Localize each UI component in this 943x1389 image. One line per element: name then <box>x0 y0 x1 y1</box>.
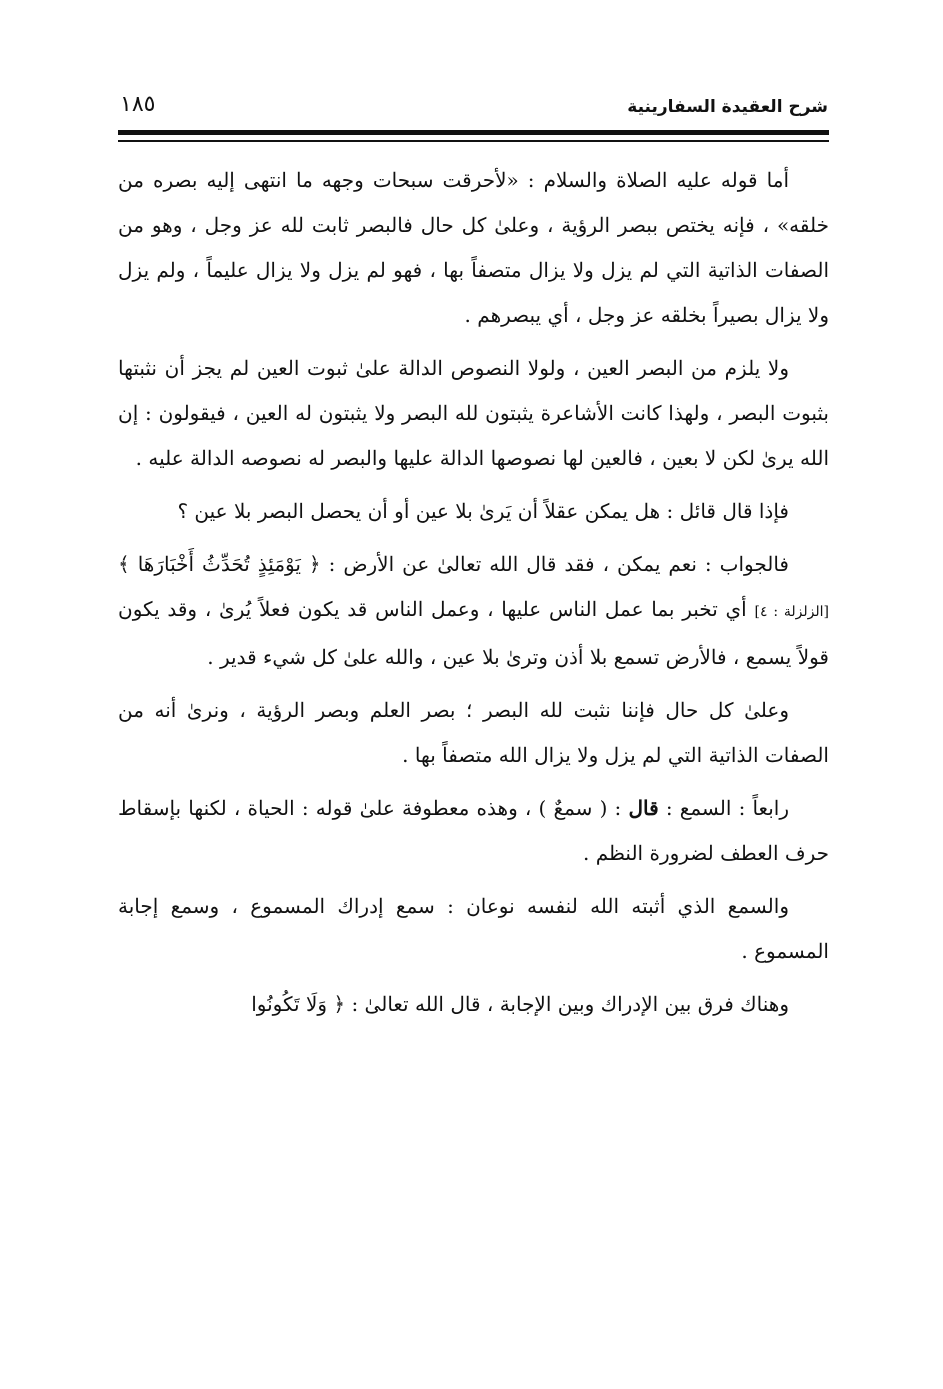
paragraph-6 <box>118 786 829 876</box>
header-rule-thin <box>118 140 829 142</box>
paragraph-7: والسمع الذي أثبته الله لنفسه نوعان : سمع إدراك المسموع ، وسمع إجابة المسموع . <box>118 894 829 963</box>
page-number: ١٨٥ <box>120 92 156 117</box>
paragraph-4-text-before: فالجواب : نعم يمكن ، فقد قال الله تعالىٰ عن الأرض : ﴿ يَوْمَئِذٍ تُحَدِّثُ أَخْبَارَهَا ﴾ <box>118 552 789 576</box>
paragraph-3: فإذا قال قائل : هل يمكن عقلاً أن يَرىٰ بلا عين أو أن يحصل البصر بلا عين ؟ <box>177 499 789 523</box>
body-text <box>118 158 829 1035</box>
paragraph-6-text-after: : ( سمعٌ ) ، وهذه معطوفة علىٰ قوله : الحياة ، لكنها بإسقاط حرف العطف لضرورة النظم . <box>118 796 829 865</box>
paragraph-6-bold-word: قال <box>628 796 659 820</box>
running-title: شرح العقيدة السفارينية <box>627 97 828 117</box>
paragraph-2: ولا يلزم من البصر العين ، ولولا النصوص الدالة علىٰ ثبوت العين لم يجز أن نثبتها بثبوت البصر ، ولهذا كانت الأشاعرة يثبتون لله البصر ولا يثبتون له العين ، فيقولون : إن الله يرىٰ لكن لا بعين ، فالعين لها نصوصها الدالة عليها والبصر له نصوصه الدالة عليه . <box>118 356 829 470</box>
quran-reference: [الزلزلة : ٤] <box>754 604 829 620</box>
paragraph-1: أما قوله عليه الصلاة والسلام : «لأحرقت سبحات وجهه ما انتهى إليه بصره من خلقه» ، فإنه يختص ببصر الرؤية ، وعلىٰ كل حال فالبصر ثابت لله عز وجل ، وهو من الصفات الذاتية التي لم يزل ولا يزال متصفاً بها ، فهو لم يزل ولا يزال عليماً ، ولم يزل ولا يزال بصيراً بخلقه عز وجل ، أي يبصرهم . <box>118 168 829 327</box>
paragraph-8: وهناك فرق بين الإدراك وبين الإجابة ، قال الله تعالىٰ : ﴿ وَلَا تَكُونُوا <box>251 992 789 1016</box>
header-rule-thick <box>118 130 829 135</box>
paragraph-5: وعلىٰ كل حال فإننا نثبت لله البصر ؛ بصر العلم وبصر الرؤية ، ونرىٰ أنه من الصفات الذاتية التي لم يزل ولا يزال الله متصفاً بها . <box>118 698 829 767</box>
paragraph-4 <box>118 542 829 680</box>
page-header <box>118 88 828 124</box>
paragraph-4-text-after: أي تخبر بما عمل الناس عليها ، وعمل الناس قد يكون فعلاً يُرىٰ ، وقد يكون قولاً يسمع ، فالأرض تسمع بلا أذن وترىٰ بلا عين ، والله علىٰ كل شيء قدير . <box>118 597 829 669</box>
paragraph-6-text-before: رابعاً : السمع : <box>658 796 789 820</box>
